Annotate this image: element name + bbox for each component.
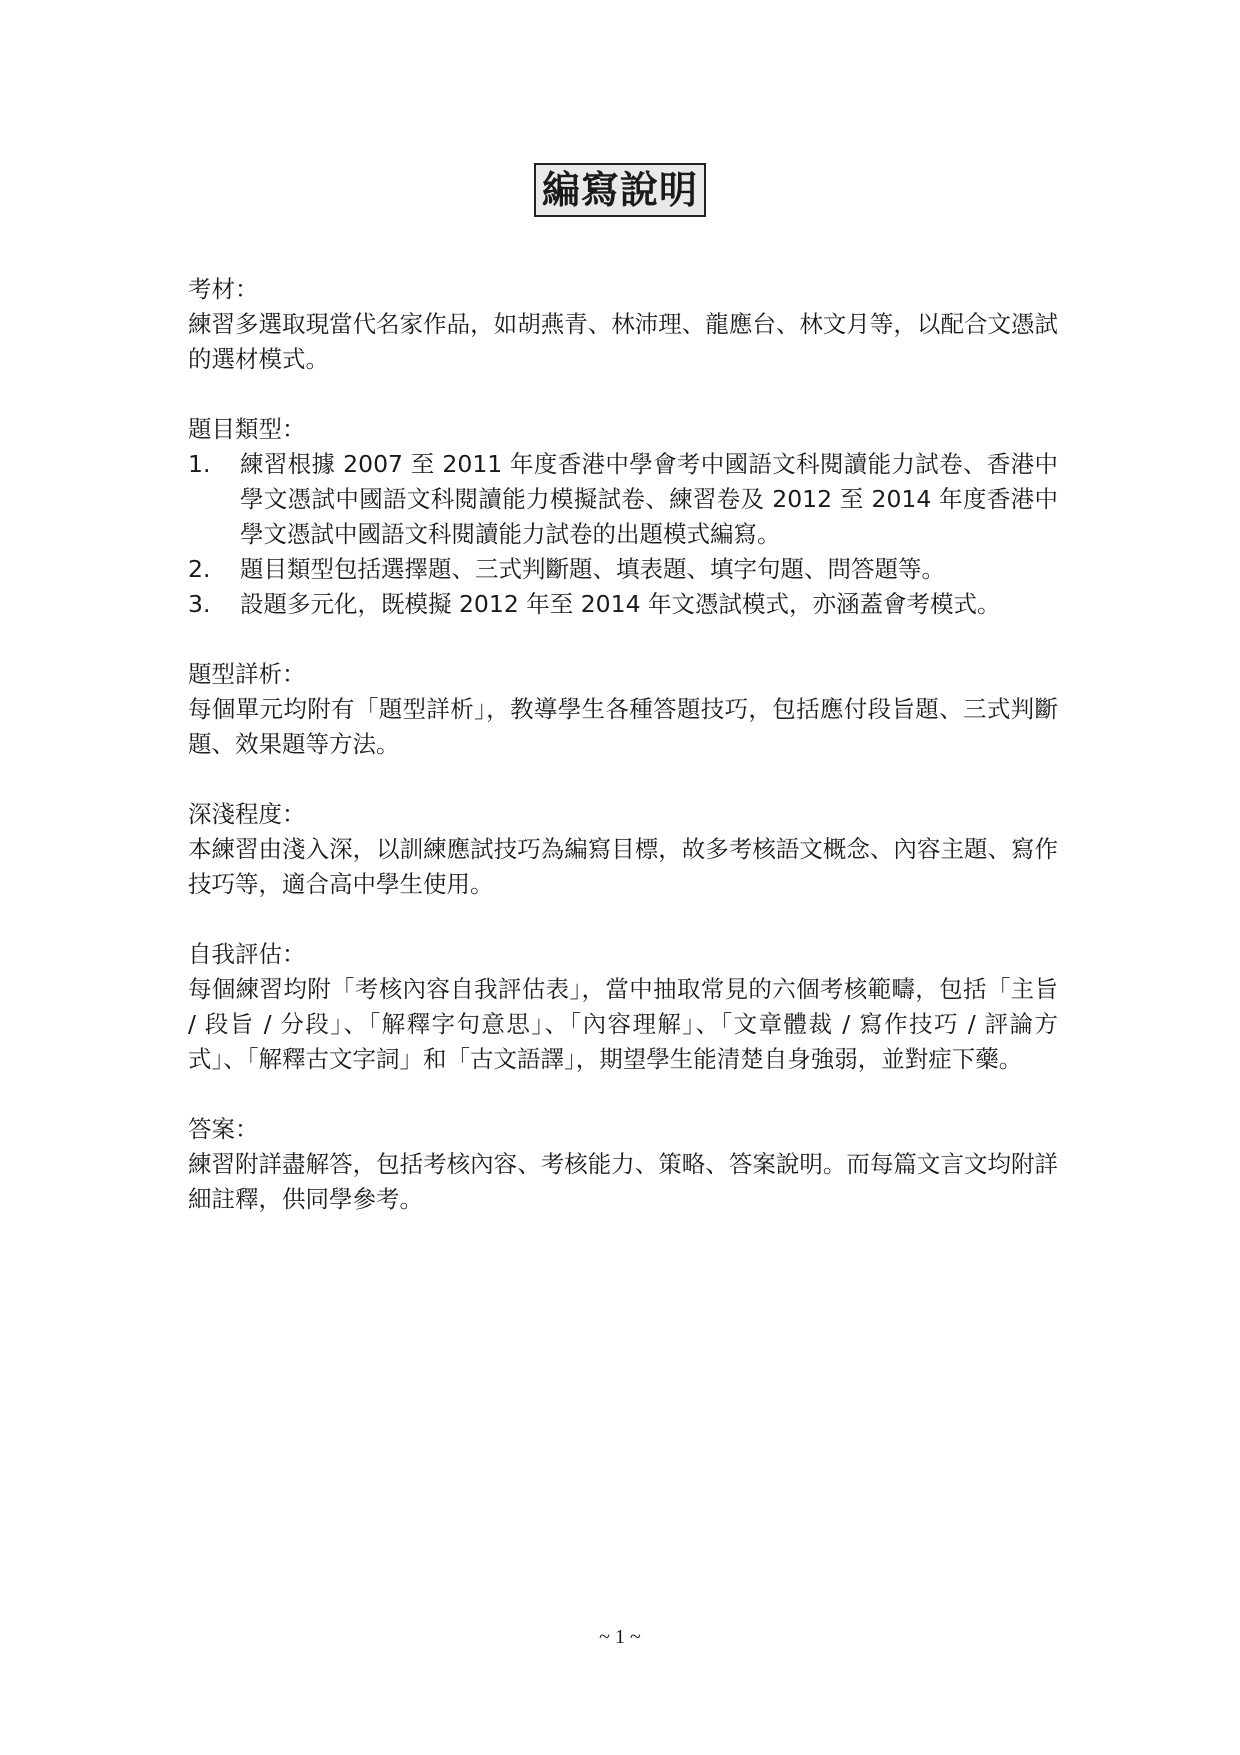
- section-self-assessment: [188, 937, 1058, 1077]
- list-item: [188, 587, 1058, 622]
- section-heading: 答案：: [188, 1115, 259, 1143]
- section-paragraph: 每個練習均附「考核內容自我評估表」，當中抽取常見的六個考核範疇，包括「主旨 / 段旨 / 分段」、「解釋字句意思」、「內容理解」、「文章體裁 / 寫作技巧 / 評論方式」、「解釋古文字詞」和「古文語譯」，期望學生能清楚自身強弱，並對症下藥。: [188, 975, 1058, 1073]
- section-heading: 自我評估：: [188, 940, 306, 968]
- title-container: [0, 163, 1240, 217]
- section-materials: [188, 272, 1058, 377]
- list-item-number: 2.: [188, 555, 211, 583]
- question-types-list: [188, 447, 1058, 622]
- section-question-types: [188, 412, 1058, 622]
- list-item-text: 題目類型包括選擇題、三式判斷題、填表題、填字句題、問答題等。: [240, 555, 945, 583]
- list-item-text: 練習根據 2007 至 2011 年度香港中學會考中國語文科閱讀能力試卷、香港中學文憑試中國語文科閱讀能力模擬試卷、練習卷及 2012 至 2014 年度香港中學文憑試中國語文科閱讀能力試卷的出題模式編寫。: [240, 450, 1058, 548]
- page-title: 編寫說明: [534, 163, 706, 217]
- section-paragraph: 每個單元均附有「題型詳析」，教導學生各種答題技巧，包括應付段旨題、三式判斷題、效果題等方法。: [188, 695, 1058, 758]
- section-heading: 深淺程度：: [188, 800, 306, 828]
- list-item-number: 1.: [188, 450, 211, 478]
- section-heading: 題目類型：: [188, 415, 306, 443]
- section-heading: 考材：: [188, 275, 259, 303]
- list-item: [188, 447, 1058, 552]
- section-paragraph: 本練習由淺入深，以訓練應試技巧為編寫目標，故多考核語文概念、內容主題、寫作技巧等，適合高中學生使用。: [188, 835, 1058, 898]
- document-body: [188, 272, 1058, 1252]
- page-number: ~ 1 ~: [599, 1626, 641, 1648]
- section-paragraph: 練習多選取現當代名家作品，如胡燕青、林沛理、龍應台、林文月等，以配合文憑試的選材模式。: [188, 310, 1058, 373]
- list-item: [188, 552, 1058, 587]
- section-type-analysis: [188, 657, 1058, 762]
- section-difficulty: [188, 797, 1058, 902]
- list-item-number: 3.: [188, 590, 211, 618]
- section-paragraph: 練習附詳盡解答，包括考核內容、考核能力、策略、答案說明。而每篇文言文均附詳細註釋，供同學參考。: [188, 1150, 1058, 1213]
- list-item-text: 設題多元化，既模擬 2012 年至 2014 年文憑試模式，亦涵蓋會考模式。: [240, 590, 1001, 618]
- section-answers: [188, 1112, 1058, 1217]
- section-heading: 題型詳析：: [188, 660, 306, 688]
